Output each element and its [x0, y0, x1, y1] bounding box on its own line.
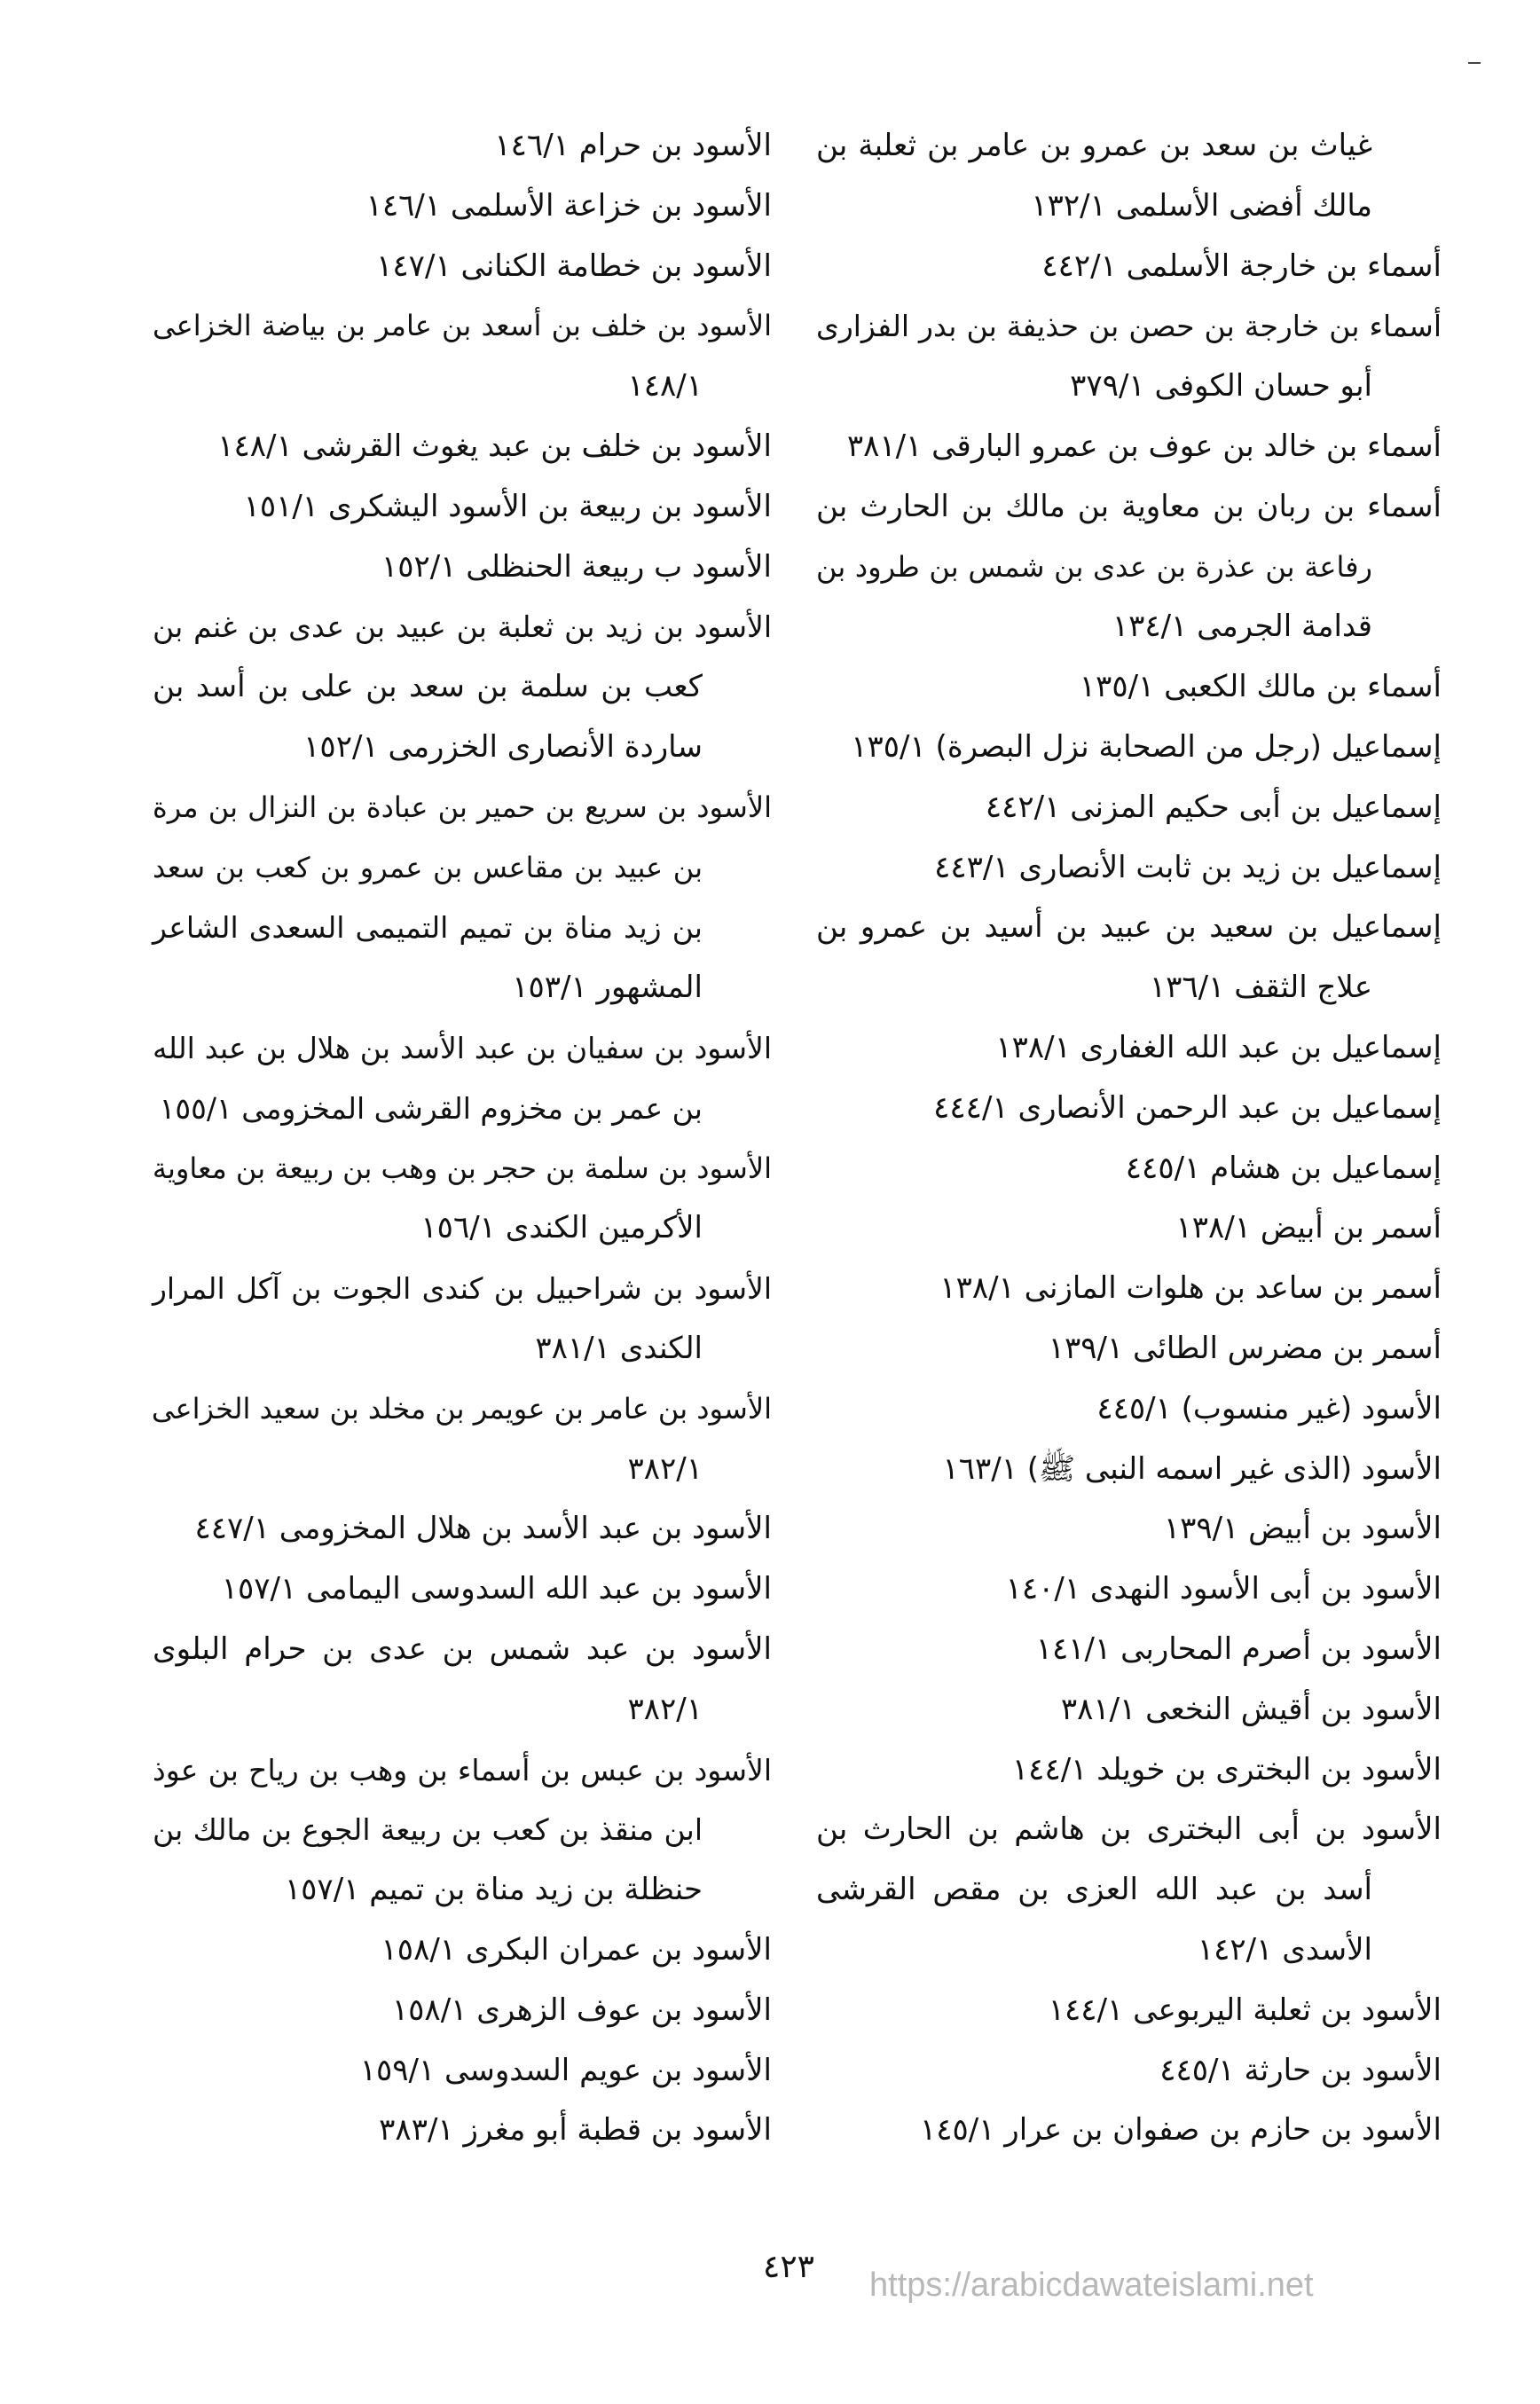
index-entry	[816, 1499, 1442, 1559]
index-entry	[153, 1921, 772, 1981]
index-column-left	[153, 116, 772, 2161]
index-entry	[816, 2101, 1442, 2161]
index-entry	[816, 1981, 1442, 2041]
entry-line: إسماعيل بن عبد الله الغفارى ١٣٨/١	[995, 1029, 1442, 1065]
entry-line: غياث بن سعد بن عمرو بن عامر بن ثعلبة بن	[816, 128, 1372, 163]
entry-line: إسماعيل بن سعيد بن عبيد بن أسيد بن عمرو بن	[816, 909, 1442, 946]
index-entry	[816, 1440, 1442, 1500]
index-entry	[816, 237, 1442, 297]
index-entry	[816, 1018, 1442, 1079]
index-entry	[816, 838, 1442, 899]
entry-line: الأسود بن خلف بن أسعد بن عامر بن بياضة الخزاعى	[153, 309, 772, 343]
index-entry	[153, 477, 772, 538]
index-entry	[153, 1620, 772, 1740]
entry-continuation-line: رفاعة بن عذرة بن عدى بن شمس بن طرود بن	[816, 549, 1372, 584]
index-entry	[816, 417, 1442, 477]
index-entry	[816, 116, 1442, 237]
index-entry	[816, 477, 1442, 657]
entry-continuation-line: كعب بن سلمة بن سعد بن على بن أسد بن	[153, 669, 703, 705]
entry-continuation-line: ٣٨٢/١	[627, 1691, 703, 1727]
entry-line: الأسود بن حازم بن صفوان بن عرار ١٤٥/١	[919, 2112, 1442, 2149]
index-entry	[153, 538, 772, 598]
index-entry	[816, 1379, 1442, 1440]
entry-continuation-line: قدامة الجرمى ١٣٤/١	[1112, 609, 1372, 645]
entry-line: إسماعيل (رجل من الصحابة نزل البصرة) ١٣٥/١	[851, 728, 1442, 765]
entry-line: الأسود ب ربيعة الحنظلى ١٥٢/١	[381, 548, 772, 585]
entry-continuation-line: بن عمر بن مخزوم القرشى المخزومى ١٥٥/١	[159, 1090, 703, 1126]
index-entry	[153, 1981, 772, 2041]
entry-line: الأسود بن حرام ١٤٦/١	[494, 128, 772, 163]
index-entry	[153, 1559, 772, 1620]
entry-line: الأسود بن أبى الأسود النهدى ١٤٠/١	[1005, 1571, 1442, 1607]
index-entry	[816, 1800, 1442, 1980]
entry-continuation-line: بن زيد مناة بن تميم التميمى السعدى الشاعر	[153, 910, 703, 946]
entry-line: الأسود بن سفيان بن عبد الأسد بن هلال بن عبد الله	[153, 1030, 772, 1065]
index-entry	[153, 597, 772, 777]
entry-continuation-line: ابن منقذ بن كعب بن ربيعة الجوع بن مالك بن	[153, 1812, 703, 1848]
entry-line: أسماء بن ربان بن معاوية بن مالك بن الحارث بن	[816, 488, 1442, 524]
index-entry	[816, 898, 1442, 1018]
entry-line: الأسود بن زيد بن ثعلبة بن عبيد بن عدى بن غنم بن	[153, 609, 772, 645]
entry-line: الأسود بن سريع بن حمير بن عبادة بن النزال بن مرة	[153, 790, 772, 824]
index-entry	[153, 2101, 772, 2161]
entry-line: أسماء بن خارجة بن حصن بن حذيفة بن بدر الفزارى	[816, 309, 1442, 344]
page-number: ٤٢٣	[763, 2249, 815, 2285]
entry-continuation-line: أسد بن عبد الله العزى بن مقص القرشى	[816, 1872, 1372, 1908]
entry-line: الأسود بن شراحبيل بن كندى الجوت بن آكل المرار	[153, 1271, 772, 1307]
entry-line: الأسود بن البخترى بن خويلد ١٤٤/١	[1011, 1751, 1442, 1787]
entry-line: الأسود بن عويم السدوسى ١٥٩/١	[359, 2052, 772, 2088]
entry-line: أسمر بن ساعد بن هلوات المازنى ١٣٨/١	[939, 1270, 1442, 1307]
entry-line: إسماعيل بن هشام ٤٤٥/١	[1125, 1150, 1442, 1186]
entry-line: أسماء بن مالك الكعبى ١٣٥/١	[1079, 669, 1442, 705]
index-entry	[816, 1680, 1442, 1740]
entry-line: الأسود (الذى غير اسمه النبى ﷺ) ١٦٣/١	[942, 1450, 1442, 1487]
entry-continuation-line: أبو حسان الكوفى ٣٧٩/١	[1070, 368, 1372, 405]
entry-line: الأسود بن عبد شمس بن عدى بن حرام البلوى	[153, 1630, 772, 1667]
index-entry	[816, 1559, 1442, 1620]
index-entry	[153, 177, 772, 237]
entry-line: الأسود بن أبى البخترى بن هاشم بن الحارث بن	[816, 1811, 1442, 1848]
entry-line: الأسود بن أصرم المحاربى ١٤١/١	[1035, 1630, 1442, 1667]
index-entry	[816, 1740, 1442, 1801]
entry-line: الأسود بن خلف بن عبد يغوث القرشى ١٤٨/١	[217, 428, 772, 464]
entry-continuation-line: علاج الثقف ١٣٦/١	[1149, 970, 1372, 1006]
index-entry	[816, 1259, 1442, 1319]
entry-line: الأسود بن عبس بن أسماء بن وهب بن رياح بن عوذ	[153, 1752, 772, 1787]
index-entry	[816, 2041, 1442, 2102]
entry-line: الأسود بن عبد الله السدوسى اليمامى ١٥٧/١	[221, 1571, 772, 1607]
index-entry	[153, 1259, 772, 1379]
entry-line: الأسود بن حارثة ٤٤٥/١	[1159, 2052, 1442, 2088]
entry-line: الأسود بن أبيض ١٣٩/١	[1163, 1511, 1442, 1547]
entry-line: أسمر بن مضرس الطائى ١٣٩/١	[1048, 1330, 1442, 1366]
index-entry	[153, 2041, 772, 2102]
entry-line: الأسود بن عامر بن عويمر بن مخلد بن سعيد الخزاعى	[151, 1391, 772, 1426]
entry-line: إسماعيل بن زيد بن ثابت الأنصارى ٤٤٣/١	[934, 849, 1442, 885]
entry-line: إسماعيل بن عبد الرحمن الأنصارى ٤٤٤/١	[933, 1089, 1442, 1126]
index-entry	[816, 1620, 1442, 1680]
entry-line: الأسود (غير منسوب) ٤٤٥/١	[1096, 1390, 1442, 1426]
index-entry	[153, 1379, 772, 1500]
index-entry	[153, 1018, 772, 1139]
entry-line: الأسود بن ثعلبة اليربوعى ١٤٤/١	[1048, 1992, 1442, 2028]
entry-continuation-line: الأكرمين الكندى ١٥٦/١	[420, 1210, 703, 1246]
watermark-url: https://arabicdawateislami.net	[869, 2267, 1314, 2304]
index-entry	[153, 1139, 772, 1260]
entry-line: الأسود بن عوف الزهرى ١٥٨/١	[391, 1992, 772, 2028]
entry-line: الأسود بن سلمة بن حجر بن وهب بن ربيعة بن معاوية	[152, 1151, 772, 1185]
index-entry	[816, 1139, 1442, 1199]
index-entry	[816, 1319, 1442, 1379]
entry-line: الأسود بن أقيش النخعى ٣٨١/١	[1060, 1691, 1442, 1727]
index-entry	[153, 116, 772, 177]
index-entry	[153, 296, 772, 417]
entry-line: الأسود بن عبد الأسد بن هلال المخزومى ٤٤٧/١	[194, 1511, 772, 1547]
entry-continuation-line: ساردة الأنصارى الخزرمى ١٥٢/١	[303, 728, 703, 765]
entry-continuation-line: المشهور ١٥٣/١	[512, 970, 703, 1006]
index-entry	[153, 778, 772, 1018]
entry-line: أسماء بن خارجة الأسلمى ٤٤٢/١	[1041, 247, 1442, 284]
entry-continuation-line: حنظلة بن زيد مناة بن تميم ١٥٧/١	[284, 1872, 703, 1908]
entry-line: الأسود بن قطبة أبو مغرز ٣٨٣/١	[379, 2112, 772, 2149]
entry-line: أسمر بن أبيض ١٣٨/١	[1175, 1210, 1442, 1246]
entry-line: الأسود بن عمران البكرى ١٥٨/١	[381, 1931, 772, 1968]
index-entry	[153, 237, 772, 297]
index-entry	[816, 718, 1442, 778]
entry-line: إسماعيل بن أبى حكيم المزنى ٤٤٢/١	[985, 789, 1442, 825]
index-entry	[816, 778, 1442, 838]
index-entry	[816, 1198, 1442, 1259]
entry-continuation-line: الكندى ٣٨١/١	[535, 1330, 703, 1366]
index-entry	[153, 417, 772, 477]
index-entry	[153, 1740, 772, 1921]
entry-continuation-line: ٣٨٢/١	[627, 1450, 703, 1487]
scan-corner-mark	[1468, 62, 1481, 69]
entry-line: الأسود بن خطامة الكنانى ١٤٧/١	[376, 247, 772, 284]
index-entry	[816, 1079, 1442, 1139]
index-entry	[816, 657, 1442, 718]
entry-line: الأسود بن خزاعة الأسلمى ١٤٦/١	[365, 187, 772, 224]
entry-line: أسماء بن خالد بن عوف بن عمرو البارقى ٣٨١/١	[846, 428, 1442, 464]
entry-continuation-line: مالك أفضى الأسلمى ١٣٢/١	[1031, 187, 1372, 224]
entry-continuation-line: بن عبيد بن مقاعس بن عمرو بن كعب بن سعد	[153, 850, 703, 884]
index-entry	[816, 296, 1442, 417]
index-column-right	[816, 116, 1442, 2161]
entry-continuation-line: ١٤٨/١	[627, 368, 703, 405]
entry-line: الأسود بن ربيعة بن الأسود اليشكرى ١٥١/١	[243, 488, 772, 524]
index-entry	[153, 1499, 772, 1559]
entry-continuation-line: الأسدى ١٤٢/١	[1197, 1931, 1372, 1968]
